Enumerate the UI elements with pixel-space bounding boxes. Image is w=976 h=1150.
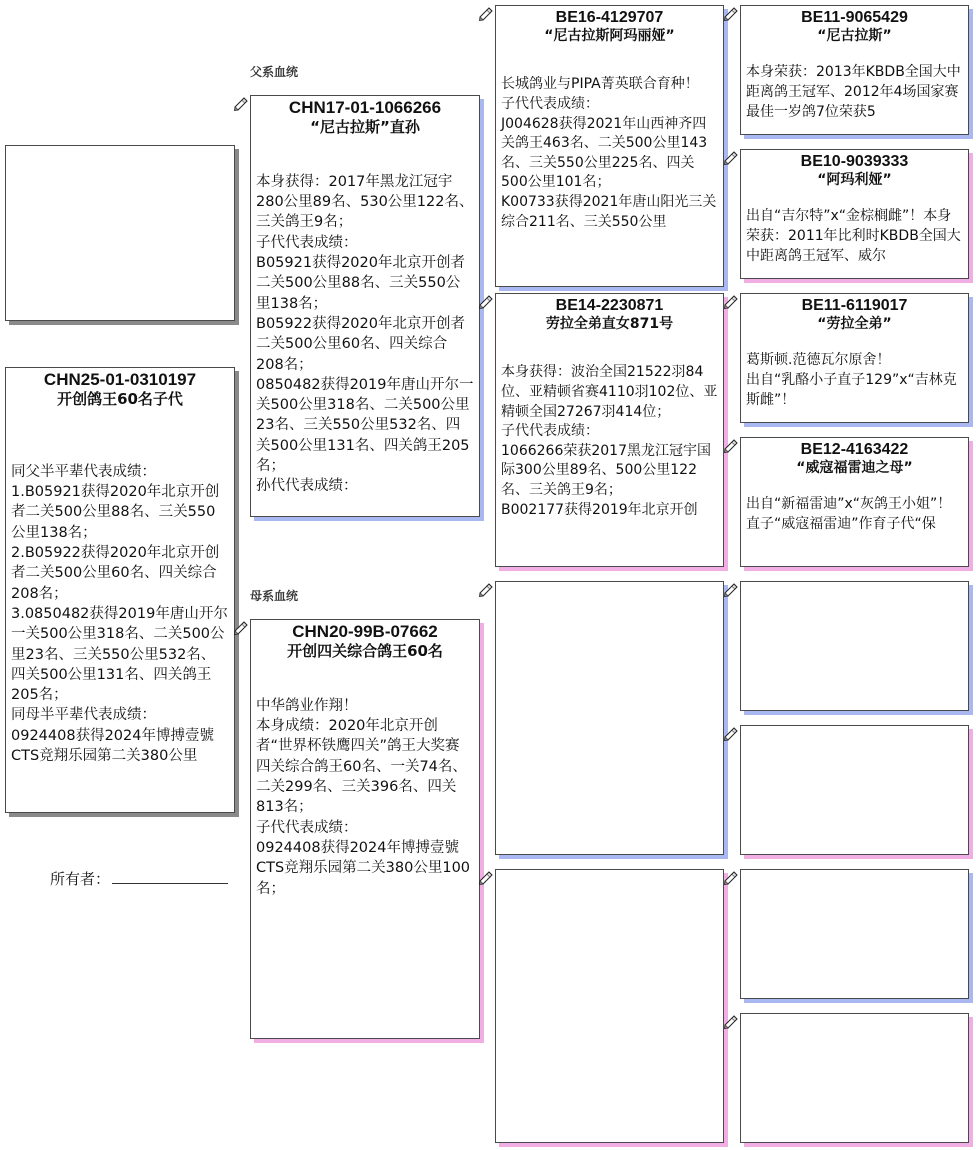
dam-sire-card[interactable] [495,581,724,855]
edit-icon[interactable] [233,96,249,112]
owner-underline[interactable] [112,871,228,884]
sdd-ring-number: BE12-4163422 [800,441,909,458]
sire-sire-description: 长城鸽业与PIPA菁英联合育种！ 子代代表成绩： J004628获得2021年山西神齐四关鸽王463名、二关500公里143名、三关550公里225名、四关500公里101名； K00733获得2021年唐山阳光三关综合211名、三关550公里 [501,76,717,230]
sdd-name: “威寇福雷迪之母” [796,460,913,477]
edit-icon[interactable] [478,6,494,22]
dam-card[interactable] [250,619,480,1039]
sss-card[interactable] [740,5,969,135]
dds-card[interactable] [740,869,969,999]
edit-icon[interactable] [723,438,739,454]
ssd-description: 出自“吉尔特”x“金棕榈雌”！本身荣获：2011年比利时KBDB全国大中距离鸽王冠军、威尔 [746,208,961,264]
sire-dam-card[interactable] [495,293,724,567]
edit-icon[interactable] [723,726,739,742]
owner-field [50,868,228,889]
ssd-ring-number: BE10-9039333 [800,153,909,170]
dss-card[interactable] [740,581,969,711]
edit-icon[interactable] [723,6,739,22]
sire-dam-description: 本身获得：波治全国21522羽84位、亚精顿省赛4110羽102位、亚精顿全国27267羽414位； 子代代表成绩： 1066266荣获2017黑龙江冠宇国际300公里89名、500公里122名、三关鸽王9名； B002177获得2019年北京开创 [501,364,718,518]
sdd-card[interactable] [740,437,969,567]
sds-ring-number: BE11-6119017 [801,297,908,314]
sss-name: “尼古拉斯” [817,28,892,45]
sire-sire-name: “尼古拉斯阿玛丽娅” [544,28,675,45]
edit-icon[interactable] [723,582,739,598]
ssd-name: “阿玛利娅” [817,172,892,189]
sds-name: “劳拉全弟” [817,316,892,333]
subject-photo-frame[interactable] [5,145,235,321]
subject-name: 开创鸽王60名子代 [57,390,183,409]
sire-sire-ring-number: BE16-4129707 [555,9,664,26]
ssd-card[interactable] [740,149,969,279]
sds-card[interactable] [740,293,969,423]
sss-description: 本身荣获：2013年KBDB全国大中距离鸽王冠军、2012年4场国家赛最佳一岁鸽7位荣获5 [746,64,961,120]
sire-dam-name: 劳拉全弟直女871号 [545,316,674,333]
edit-icon[interactable] [478,582,494,598]
ddd-card[interactable] [740,1013,969,1143]
sire-section-label: 父系血统 [250,65,299,79]
subject-ring-number: CHN25-01-0310197 [43,370,197,389]
edit-icon[interactable] [478,870,494,886]
dam-section-label: 母系血统 [250,589,299,603]
sire-name: “尼古拉斯”直孙 [310,118,420,137]
sire-sire-card[interactable] [495,5,724,287]
dam-name: 开创四关综合鸽王60名 [287,642,443,661]
edit-icon[interactable] [233,620,249,636]
sdd-description: 出自“新福雷迪”x“灰鸽王小姐”！ 直子“威寇福雷迪”作育子代“保 [746,496,952,532]
edit-icon[interactable] [723,1014,739,1030]
dsd-card[interactable] [740,725,969,855]
dam-ring-number: CHN20-99B-07662 [292,622,438,641]
owner-label: 所有者： [50,870,111,888]
subject-description: 同父半平辈代表成绩： 1.B05921获得2020年北京开创者二关500公里88名、三关550公里138名； 2.B05922获得2020年北京开创者二关500公里60名、四关综合208名； 3.0850482获得2019年唐山开尔一关500公里318名、二关500公里23名、三关550公里532名、四关500公里131名、四关鸽王205名； 同母半平辈代表成绩： 0924408获得2024年博搏壹號CTS竞翔乐园第二关380公里 [11,463,228,765]
edit-icon[interactable] [723,294,739,310]
sire-dam-ring-number: BE14-2230871 [555,297,664,314]
dam-description: 中华鸽业作翔！ 本身成绩：2020年北京开创者“世界杯铁鹰四关”鸽王大奖赛四关综合鸽王60名、一关74名、二关299名、三关396名、四关813名； 子代代表成绩： 0924408获得2024年博搏壹號CTS竞翔乐园第二关380公里100名； [256,697,471,897]
sire-card[interactable] [250,95,480,517]
sire-description: 本身获得：2017年黑龙江冠宇280公里89名、530公里122名、三关鸽王9名； 子代代表成绩： B05921获得2020年北京开创者二关500公里88名、三关550公里138名； B05922获得2020年北京开创者二关500公里60名、四关综合208名； 0850482获得2019年唐山开尔一关500公里318名、二关500公里23名、三关550公里532名、四关500公里131名、四关鸽王205名； 孙代代表成绩： [256,173,474,495]
edit-icon[interactable] [723,870,739,886]
subject-card[interactable] [5,367,235,813]
edit-icon[interactable] [723,150,739,166]
dam-dam-card[interactable] [495,869,724,1143]
sds-description: 葛斯顿.范德瓦尔原舍！ 出自“乳酪小子直子129”x“吉林克斯雌”！ [746,352,957,408]
edit-icon[interactable] [478,294,494,310]
sss-ring-number: BE11-9065429 [801,9,908,26]
sire-ring-number: CHN17-01-1066266 [288,98,442,117]
